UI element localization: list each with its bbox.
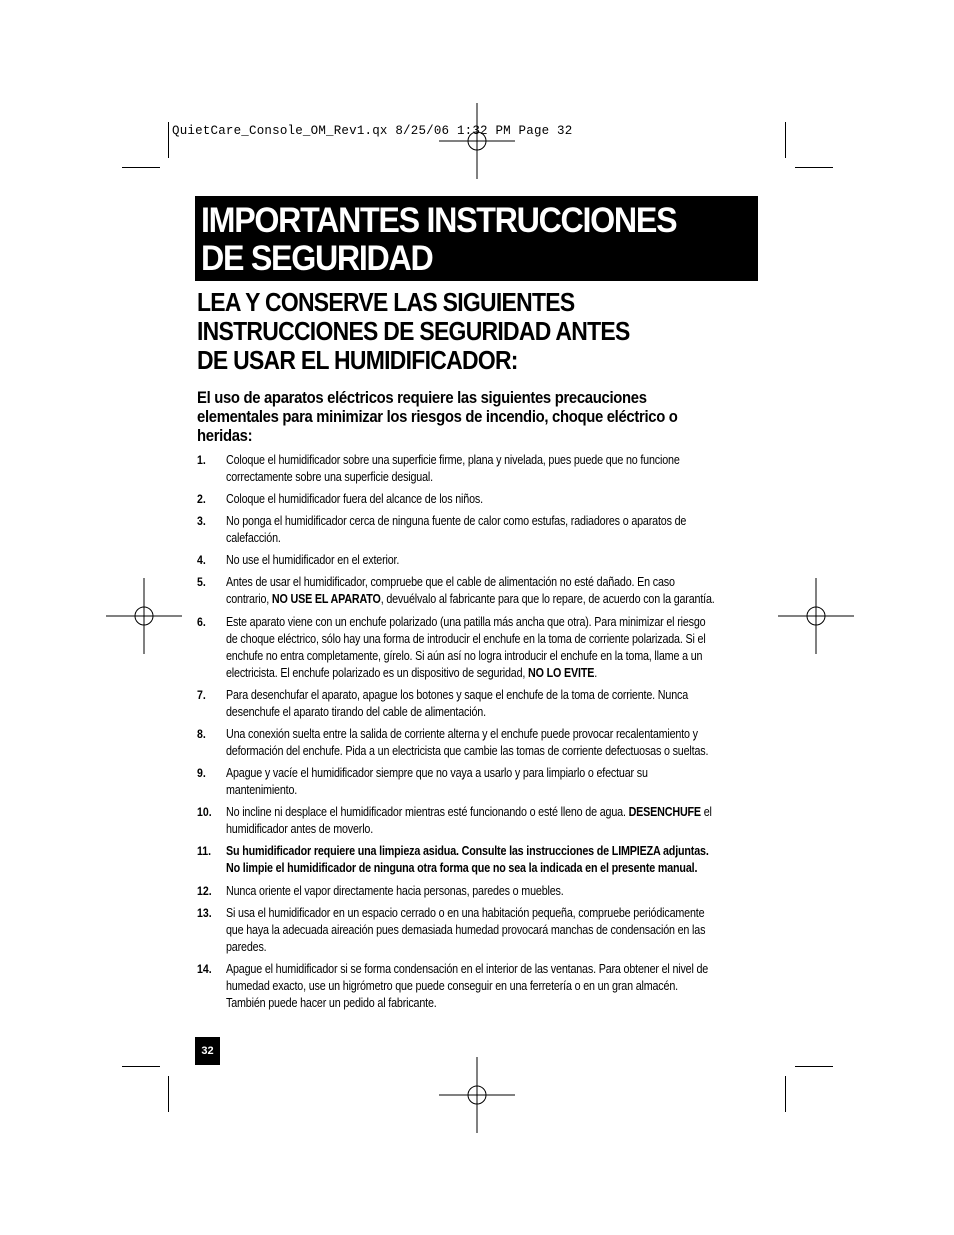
list-item-number: 12. xyxy=(197,884,212,898)
list-item-line: Una conexión suelta entre la salida de corriente alterna y el enchufe puede provocar recalentamiento y xyxy=(226,727,698,741)
file-slug: QuietCare_Console_OM_Rev1.qx 8/25/06 1:32 PM Page 32 xyxy=(172,124,573,138)
list-item-line: contrario, NO USE EL APARATO, devuélvalo al fabricante para que lo repare, de acuerdo con la garantía. xyxy=(226,592,715,606)
list-item-line: No incline ni desplace el humidificador mientras esté funcionando o esté lleno de agua. DESENCHUFE el xyxy=(226,805,712,819)
list-item-line: electricista. El enchufe polarizado es un dispositivo de seguridad, NO LO EVITE. xyxy=(226,666,598,680)
list-item-number: 2. xyxy=(197,492,206,506)
list-item-line: de choque eléctrico, sólo hay una forma de introducir el enchufe en la toma de corriente polarizada. Si el xyxy=(226,632,706,646)
list-item-line: paredes. xyxy=(226,940,267,954)
list-item-line: calefacción. xyxy=(226,531,281,545)
bold-emphasis: DESENCHUFE xyxy=(628,805,701,819)
list-item-line: No ponga el humidificador cerca de ninguna fuente de calor como estufas, radiadores o aparatos de xyxy=(226,514,687,528)
list-item-text xyxy=(226,843,826,877)
list-item-text xyxy=(226,552,826,569)
list-item-line: También puede hacer un pedido al fabricante. xyxy=(226,996,437,1010)
page-title xyxy=(195,196,758,281)
list-item-text xyxy=(226,513,826,547)
list-item-line: deformación del enchufe. Pida a un electricista que cambie las tomas de corriente defectuosas o sueltas. xyxy=(226,744,709,758)
list-item-number: 14. xyxy=(197,962,212,976)
list-item-number: 10. xyxy=(197,805,212,819)
registration-mark-bottom xyxy=(439,1057,515,1133)
list-item-text xyxy=(226,687,826,721)
intro-line: El uso de aparatos eléctricos requiere las siguientes precauciones xyxy=(197,389,647,407)
list-item-number: 13. xyxy=(197,906,212,920)
list-item-number: 6. xyxy=(197,615,206,629)
list-item-number: 9. xyxy=(197,766,206,780)
list-item-line: Apague y vacíe el humidificador siempre que no vaya a usarlo y para limpiarlo o efectuar su xyxy=(226,766,648,780)
list-item-text xyxy=(226,452,826,486)
list-item-text xyxy=(226,961,826,1012)
list-item-text xyxy=(226,614,826,682)
list-item-line xyxy=(226,843,742,860)
list-item-number: 11. xyxy=(197,844,212,858)
list-item-number: 4. xyxy=(197,553,206,567)
registration-mark-top xyxy=(439,103,515,179)
list-item-line: No use el humidificador en el exterior. xyxy=(226,553,400,567)
list-item-line: que haya la adecuada aireación pues demasiada humedad provocará manchas de condensación en las xyxy=(226,923,706,937)
list-item-line xyxy=(226,860,742,877)
list-item-text xyxy=(226,905,826,956)
intro-line: heridas: xyxy=(197,427,253,445)
bold-emphasis: Su humidificador requiere una limpieza asidua. Consulte las instrucciones de LIMPIEZA adjuntas. xyxy=(226,844,709,858)
list-item-line: correctamente sobre una superficie desigual. xyxy=(226,470,433,484)
list-item-text xyxy=(226,726,826,760)
list-item-line: Coloque el humidificador sobre una superficie firme, plana y nivelada, pues puede que no funcione xyxy=(226,453,680,467)
list-item-line: Apague el humidificador si se forma condensación en el interior de las ventanas. Para obtener el nivel de xyxy=(226,962,709,976)
title-line: IMPORTANTES INSTRUCCIONES xyxy=(201,201,677,240)
list-item-line: humidificador antes de moverlo. xyxy=(226,822,374,836)
list-item-line: desenchufe el aparato tirando del cable de alimentación. xyxy=(226,705,486,719)
list-item-number: 3. xyxy=(197,514,206,528)
intro-line: elementales para minimizar los riesgos de incendio, choque eléctrico o xyxy=(197,408,678,426)
list-item-number: 5. xyxy=(197,575,206,589)
bold-emphasis: No limpie el humidificador de ninguna otra forma que no sea la indicada en el presente manual. xyxy=(226,861,698,875)
list-item-line: enchufe no entra completamente, gírelo. Si aún así no logra introducir el enchufe en la toma, llame a un xyxy=(226,649,703,663)
bold-emphasis: NO USE EL APARATO xyxy=(271,592,381,606)
list-item-line: Este aparato viene con un enchufe polarizado (una patilla más ancha que otra). Para minimizar el riesgo xyxy=(226,615,706,629)
list-item-number: 8. xyxy=(197,727,206,741)
list-item-text xyxy=(226,491,826,508)
list-item-number: 1. xyxy=(197,453,206,467)
subtitle-line: INSTRUCCIONES DE SEGURIDAD ANTES xyxy=(197,318,630,346)
bold-emphasis: NO LO EVITE xyxy=(528,666,595,680)
list-item-line: Antes de usar el humidificador, compruebe que el cable de alimentación no esté dañado. En caso xyxy=(226,575,675,589)
subtitle-line: DE USAR EL HUMIDIFICADOR: xyxy=(197,347,518,375)
page-number: 32 xyxy=(195,1037,220,1065)
list-item-number: 7. xyxy=(197,688,206,702)
list-item-line: Para desenchufar el aparato, apague los botones y saque el enchufe de la toma de corriente. Nunca xyxy=(226,688,689,702)
list-item-text xyxy=(226,804,826,838)
subtitle xyxy=(197,289,678,376)
list-item-line: humedad exacto, use un higrómetro que puede conseguir en una ferretería o en un gran almacén. xyxy=(226,979,678,993)
list-item-text xyxy=(226,574,826,608)
intro-paragraph xyxy=(197,389,757,446)
registration-mark-left xyxy=(106,578,182,654)
list-item-line: mantenimiento. xyxy=(226,783,298,797)
list-item-line: Nunca oriente el vapor directamente hacia personas, paredes o muebles. xyxy=(226,884,564,898)
list-item-text xyxy=(226,883,826,900)
list-item-line: Coloque el humidificador fuera del alcance de los niños. xyxy=(226,492,483,506)
list-item-text xyxy=(226,765,826,799)
title-line: DE SEGURIDAD xyxy=(201,239,433,278)
list-item-line: Si usa el humidificador en un espacio cerrado o en una habitación pequeña, compruebe periódicamente xyxy=(226,906,705,920)
subtitle-line: LEA Y CONSERVE LAS SIGUIENTES xyxy=(197,289,575,317)
